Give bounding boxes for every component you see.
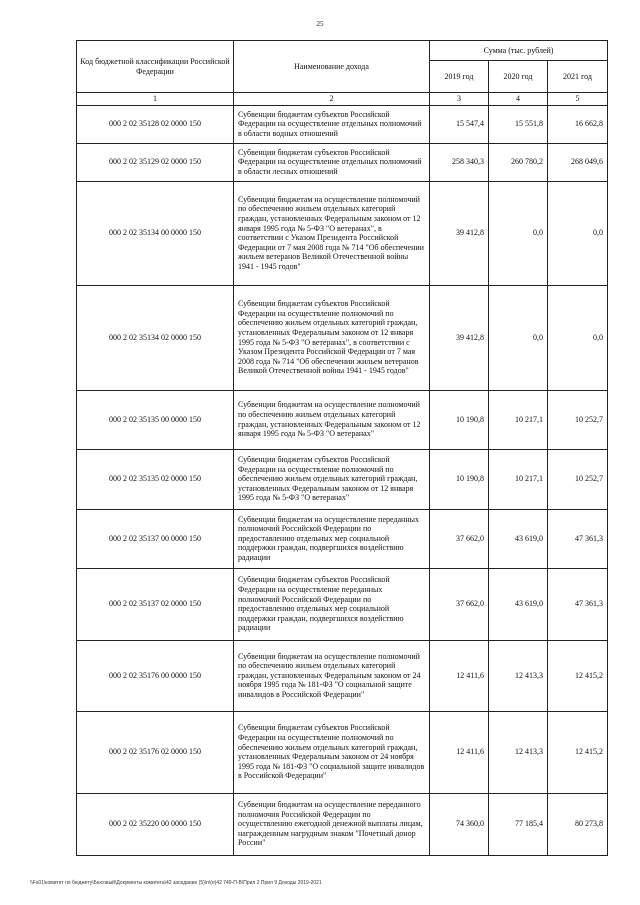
row-value-2021: 47 361,3: [548, 568, 608, 640]
row-value-2019: 15 547,4: [430, 105, 489, 143]
row-value-2020: 10 217,1: [489, 390, 548, 449]
page-number: 25: [316, 20, 324, 28]
row-value-2019: 37 662,0: [430, 568, 489, 640]
income-table: [76, 40, 608, 856]
column-number: 4: [489, 93, 548, 106]
row-name: Субвенции бюджетам субъектов Российской Федерации на осуществление переданных полномочий Российской Федерации по предоставлению отдельных мер социальной поддержки граждан, подвергшихся воздействию радиации: [234, 568, 430, 640]
header-year: 2020 год: [489, 61, 548, 93]
table-row: [77, 390, 608, 449]
row-value-2021: 0,0: [548, 181, 608, 285]
row-value-2020: 260 780,2: [489, 143, 548, 181]
row-value-2020: 0,0: [489, 285, 548, 390]
row-value-2021: 0,0: [548, 285, 608, 390]
row-value-2019: 12 411,6: [430, 711, 489, 793]
row-name: Субвенции бюджетам на осуществление переданного полномочия Российской Федерации по осуществлению ежегодной денежной выплаты лицам, награжденным нагрудным знаком "Почетный донор России": [234, 793, 430, 855]
file-path-footer: \\Fs01\комитет по бюджету\Бюсовый\Документы комитета\42 заседание (5)\п\(п)42 749-П-В\Прил 2 Прил 9 Доходы 2019-2021: [30, 880, 322, 886]
row-code: 000 2 02 35176 02 0000 150: [77, 711, 234, 793]
row-value-2020: 43 619,0: [489, 509, 548, 568]
row-code: 000 2 02 35134 02 0000 150: [77, 285, 234, 390]
row-value-2019: 37 662,0: [430, 509, 489, 568]
header-year: 2021 год: [548, 61, 608, 93]
row-value-2020: 77 185,4: [489, 793, 548, 855]
row-code: 000 2 02 35137 02 0000 150: [77, 568, 234, 640]
row-name: Субвенции бюджетам субъектов Российской Федерации на осуществление полномочий по обеспечению жильем отдельных категорий граждан, установленных Федеральным законом от 12 января 1995 года № 5-ФЗ "О ветеранах": [234, 449, 430, 509]
row-code: 000 2 02 35128 02 0000 150: [77, 105, 234, 143]
row-value-2020: 15 551,8: [489, 105, 548, 143]
row-value-2019: 39 412,8: [430, 285, 489, 390]
row-name: Субвенции бюджетам на осуществление полномочий по обеспечению жильем отдельных категорий граждан, установленных Федеральным законом от 24 ноября 1995 года № 181-ФЗ "О социальной защите инвалидов в Российской Федерации": [234, 640, 430, 711]
row-value-2020: 0,0: [489, 181, 548, 285]
table-row: [77, 181, 608, 285]
column-number: 5: [548, 93, 608, 106]
row-value-2021: 10 252,7: [548, 390, 608, 449]
table-row: [77, 285, 608, 390]
row-name: Субвенции бюджетам на осуществление переданных полномочий Российской Федерации по предоставлению отдельных мер социальной поддержки граждан, подвергшихся воздействию радиации: [234, 509, 430, 568]
table-row: [77, 711, 608, 793]
row-value-2021: 268 049,6: [548, 143, 608, 181]
column-number: 2: [234, 93, 430, 106]
column-number: 1: [77, 93, 234, 106]
row-value-2020: 12 413,3: [489, 640, 548, 711]
table-row: [77, 449, 608, 509]
row-code: 000 2 02 35135 00 0000 150: [77, 390, 234, 449]
row-value-2019: 10 190,8: [430, 390, 489, 449]
header-year: 2019 год: [430, 61, 489, 93]
row-value-2019: 10 190,8: [430, 449, 489, 509]
header-sum: Сумма (тыс. рублей): [430, 41, 608, 61]
row-code: 000 2 02 35220 00 0000 150: [77, 793, 234, 855]
row-code: 000 2 02 35129 02 0000 150: [77, 143, 234, 181]
table-row: [77, 143, 608, 181]
row-value-2021: 12 415,2: [548, 640, 608, 711]
row-value-2020: 43 619,0: [489, 568, 548, 640]
row-value-2021: 16 662,8: [548, 105, 608, 143]
row-value-2020: 12 413,3: [489, 711, 548, 793]
row-value-2019: 258 340,3: [430, 143, 489, 181]
table-row: [77, 105, 608, 143]
row-value-2021: 10 252,7: [548, 449, 608, 509]
row-name: Субвенции бюджетам на осуществление полномочий по обеспечению жильем отдельных категорий граждан, установленных Федеральным законом от 12 января 1995 года № 5-ФЗ "О ветеранах": [234, 390, 430, 449]
column-number: 3: [430, 93, 489, 106]
row-value-2021: 12 415,2: [548, 711, 608, 793]
header-name: Наименование дохода: [234, 41, 430, 93]
table-row: [77, 509, 608, 568]
row-name: Субвенции бюджетам субъектов Российской Федерации на осуществление отдельных полномочий в области лесных отношений: [234, 143, 430, 181]
row-value-2019: 39 412,8: [430, 181, 489, 285]
table-row: [77, 568, 608, 640]
row-name: Субвенции бюджетам субъектов Российской Федерации на осуществление полномочий по обеспечению жильем отдельных категорий граждан, установленных Федеральным законом от 24 ноября 1995 года № 181-ФЗ "О социальной защите инвалидов в Российской Федерации": [234, 711, 430, 793]
row-code: 000 2 02 35176 00 0000 150: [77, 640, 234, 711]
row-code: 000 2 02 35137 00 0000 150: [77, 509, 234, 568]
row-name: Субвенции бюджетам на осуществление полномочий по обеспечению жильем отдельных категорий граждан, установленных Федеральным законом от 12 января 1995 года № 5-ФЗ "О ветеранах", в соответствии с Указом Президента Российской Федерации от 7 мая 2008 года № 714 "Об обеспечении жильем ветеранов Великой Отечественной войны 1941 - 1945 годов": [234, 181, 430, 285]
row-value-2019: 74 360,0: [430, 793, 489, 855]
row-code: 000 2 02 35134 00 0000 150: [77, 181, 234, 285]
table-row: [77, 640, 608, 711]
row-value-2021: 80 273,8: [548, 793, 608, 855]
row-code: 000 2 02 35135 02 0000 150: [77, 449, 234, 509]
table-row: [77, 793, 608, 855]
row-name: Субвенции бюджетам субъектов Российской Федерации на осуществление полномочий по обеспечению жильем отдельных категорий граждан, установленных Федеральным законом от 12 января 1995 года № 5-ФЗ "О ветеранах", в соответствии с Указом Президента Российской Федерации от 7 мая 2008 года № 714 "Об обеспечении жильем ветеранов Великой Отечественной войны 1941 - 1945 годов": [234, 285, 430, 390]
header-code: Код бюджетной классификации Российской Федерации: [77, 41, 234, 93]
row-value-2019: 12 411,6: [430, 640, 489, 711]
row-value-2021: 47 361,3: [548, 509, 608, 568]
row-value-2020: 10 217,1: [489, 449, 548, 509]
row-name: Субвенции бюджетам субъектов Российской Федерации на осуществление отдельных полномочий в области водных отношений: [234, 105, 430, 143]
